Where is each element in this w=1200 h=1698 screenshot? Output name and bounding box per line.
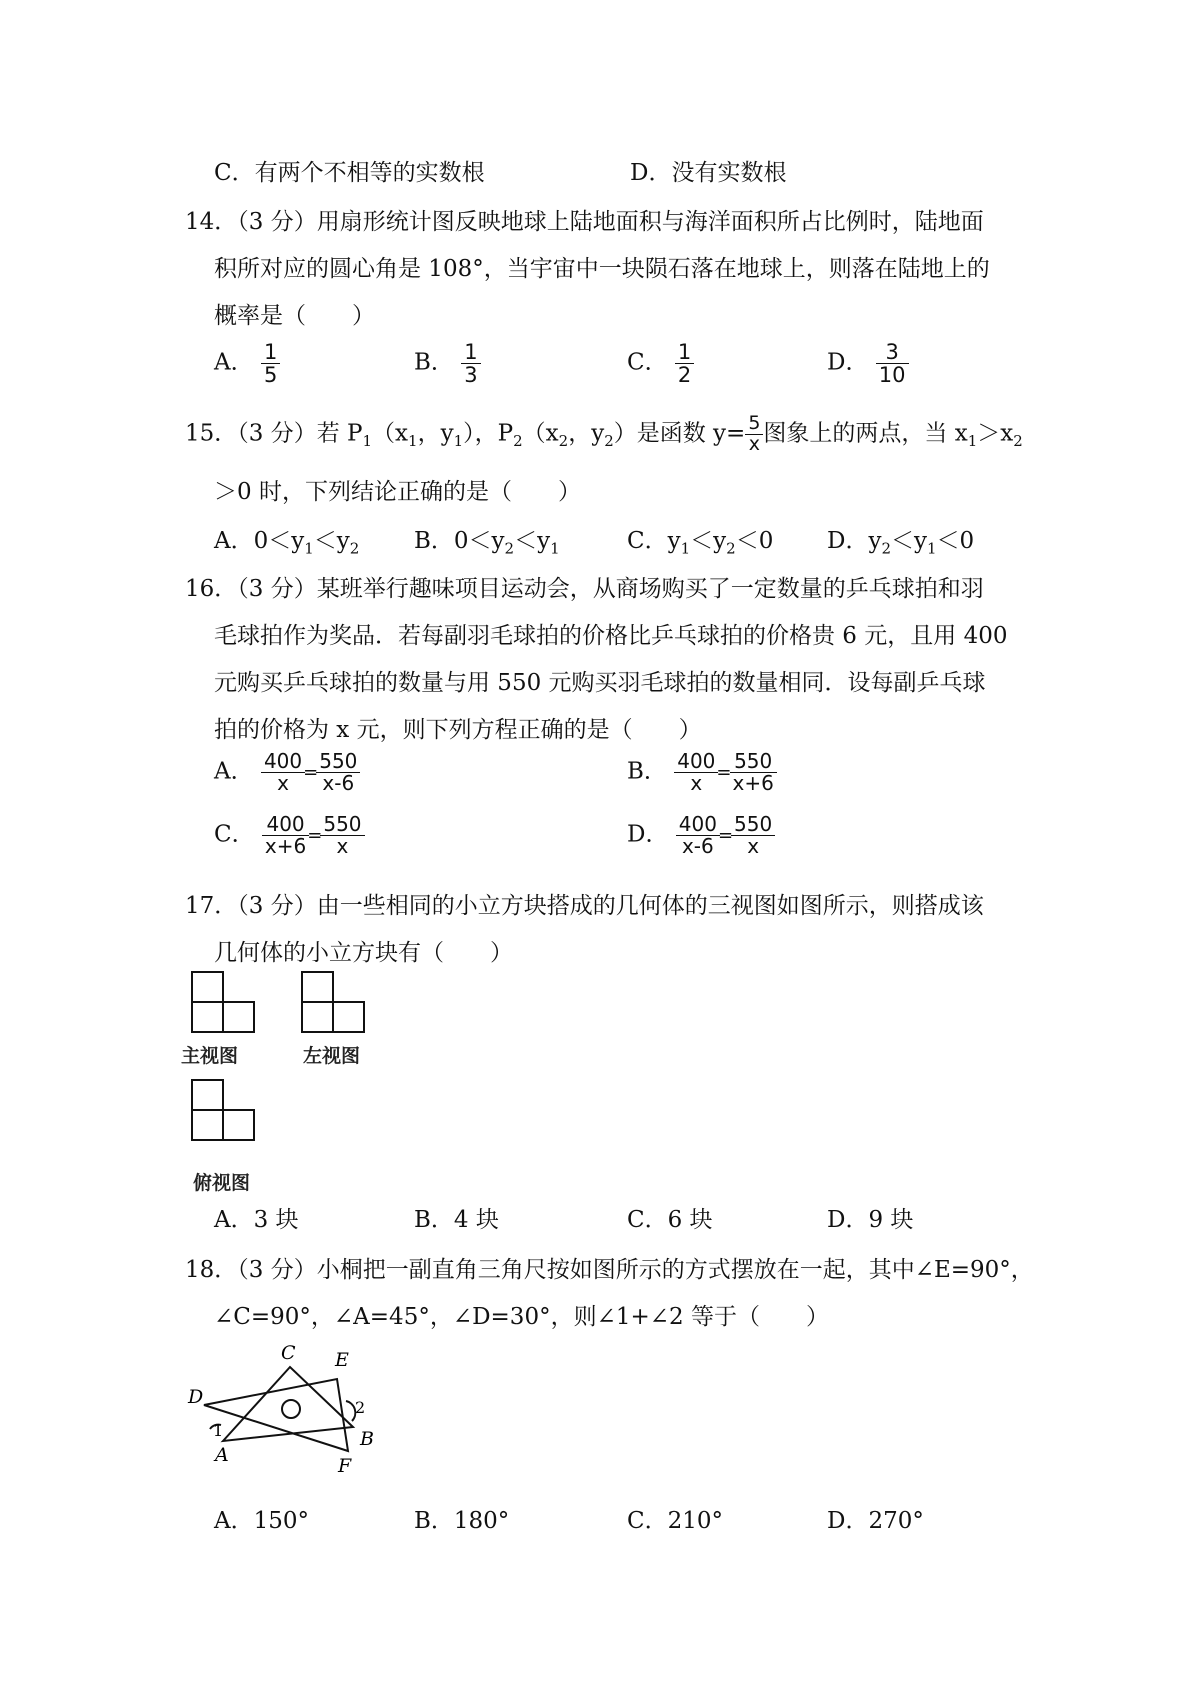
q17-option-c: C．6 块 <box>627 1207 713 1233</box>
fraction-right: $\frac{550}{x-6}$ <box>316 751 360 794</box>
q13-option-d: D．没有实数根 <box>630 160 787 186</box>
option-label: D． <box>627 821 669 848</box>
q15-option-b: B．$0<y_2<y_1$ <box>414 528 560 558</box>
q14-option-b <box>414 341 481 386</box>
q16-option-c <box>214 814 365 857</box>
q17-line1: 17．（3 分）由一些相同的小立方块搭成的几何体的三视图如图所示，则搭成该 <box>185 893 984 919</box>
q16-line1: 16．（3 分）某班举行趣味项目运动会，从商场购买了一定数量的乒乓球拍和羽 <box>185 576 984 602</box>
option-label: B． <box>414 349 454 376</box>
fraction <box>675 341 694 386</box>
fraction-left: $\frac{400}{x}$ <box>261 751 305 794</box>
q18-option-d: D．270° <box>827 1508 924 1534</box>
numerator: 1 <box>677 340 692 364</box>
fraction-left: $\frac{400}{x-6}$ <box>676 814 720 857</box>
fraction <box>461 341 480 386</box>
numerator: 1 <box>263 340 278 364</box>
q17-line2: 几何体的小立方块有（ ） <box>214 940 513 966</box>
q16-line3: 元购买乒乓球拍的数量与用 550 元购买羽毛球拍的数量相同．设每副乒乓球 <box>214 670 986 696</box>
fraction-right: $\frac{550}{x}$ <box>731 814 775 857</box>
vertex-label-d: D <box>188 1386 204 1408</box>
q18-option-a: A．150° <box>214 1508 310 1534</box>
q14-line1: 14．（3 分）用扇形统计图反映地球上陆地面积与海洋面积所占比例时，陆地面 <box>185 209 984 235</box>
numerator: 3 <box>885 340 899 364</box>
equals-sign: = <box>716 762 732 783</box>
triangle-rulers-figure <box>180 1335 390 1475</box>
option-label: A． <box>214 349 254 376</box>
left-view-figure <box>300 970 370 1035</box>
q17-option-d: D．9 块 <box>827 1207 914 1233</box>
q16-option-b <box>627 751 777 794</box>
q18-option-c: C．210° <box>627 1508 723 1534</box>
vertex-label-c: C <box>281 1342 296 1364</box>
denominator: 2 <box>675 363 694 386</box>
q14-option-a <box>214 341 280 386</box>
q18-option-b: B．180° <box>414 1508 510 1534</box>
fraction <box>261 341 280 386</box>
top-view-label: 俯视图 <box>193 1172 251 1194</box>
numerator: 1 <box>464 340 478 364</box>
q16-line2: 毛球拍作为奖品．若每副羽毛球拍的价格比乒乓球拍的价格贵 6 元，且用 400 <box>214 623 1008 649</box>
denominator: 5 <box>261 363 280 386</box>
q14-option-c <box>627 341 694 386</box>
denominator: 10 <box>876 363 909 386</box>
top-view-figure <box>190 1078 260 1143</box>
q17-option-b: B．4 块 <box>414 1207 499 1233</box>
denominator: 3 <box>461 363 480 386</box>
front-view-figure <box>190 970 260 1035</box>
q15-option-c: C．$y_1<y_2<0$ <box>627 528 774 558</box>
option-label: A． <box>214 758 254 785</box>
fraction-right: $\frac{550}{x+6}$ <box>730 751 777 794</box>
vertex-label-b: B <box>360 1428 374 1450</box>
vertex-label-f: F <box>338 1455 352 1475</box>
q14-option-d <box>827 341 909 386</box>
function-fraction: $\frac{5}{x}$ <box>745 414 763 455</box>
left-view-label: 左视图 <box>303 1045 361 1067</box>
fraction-left: $\frac{400}{x+6}$ <box>262 814 309 857</box>
fraction-right: $\frac{550}{x}$ <box>320 814 364 857</box>
q17-option-a: A．3 块 <box>214 1207 299 1233</box>
front-view-label: 主视图 <box>181 1045 239 1067</box>
equals-sign: = <box>717 825 734 846</box>
q13-option-c: C．有两个不相等的实数根 <box>214 160 485 186</box>
q16-line4: 拍的价格为 x 元，则下列方程正确的是（ ） <box>214 717 702 743</box>
q16-option-a <box>214 751 360 794</box>
q18-line1: 18．（3 分）小桐把一副直角三角尺按如图所示的方式摆放在一起，其中∠E=90°， <box>185 1257 1034 1283</box>
angle-label-2: 2 <box>355 1398 366 1417</box>
fraction-left: $\frac{400}{x}$ <box>674 751 718 794</box>
option-label: D． <box>827 349 869 376</box>
vertex-label-a: A <box>215 1444 229 1466</box>
vertex-label-e: E <box>335 1349 349 1371</box>
q18-line2: ∠C=90°，∠A=45°，∠D=30°，则∠1+∠2 等于（ ） <box>214 1304 829 1330</box>
option-label: C． <box>627 349 668 376</box>
angle-label-1: 1 <box>213 1421 224 1440</box>
fraction <box>876 341 909 386</box>
equals-sign: = <box>307 825 323 846</box>
q15-line2: ＞0 时，下列结论正确的是（ ） <box>214 479 581 505</box>
equals-sign: = <box>303 762 319 783</box>
option-label: B． <box>627 758 667 785</box>
q16-option-d <box>627 814 775 857</box>
option-label: C． <box>214 821 255 848</box>
q14-line3: 概率是（ ） <box>214 303 375 329</box>
q15-option-d: D．$y_2<y_1<0$ <box>827 528 975 558</box>
q14-line2: 积所对应的圆心角是 108°，当宇宙中一块陨石落在地球上，则落在陆地上的 <box>214 256 990 282</box>
q15-option-a: A．$0<y_1<y_2$ <box>214 528 360 558</box>
q15-line1: 15．（3 分）若 $P_1(x_1$，$y_1$），$P_2(x_2$，$y_2$）是函数 y= $\frac{5}{x}$ 图象上的两点，当 $x_1>x_2$ <box>185 412 1023 455</box>
